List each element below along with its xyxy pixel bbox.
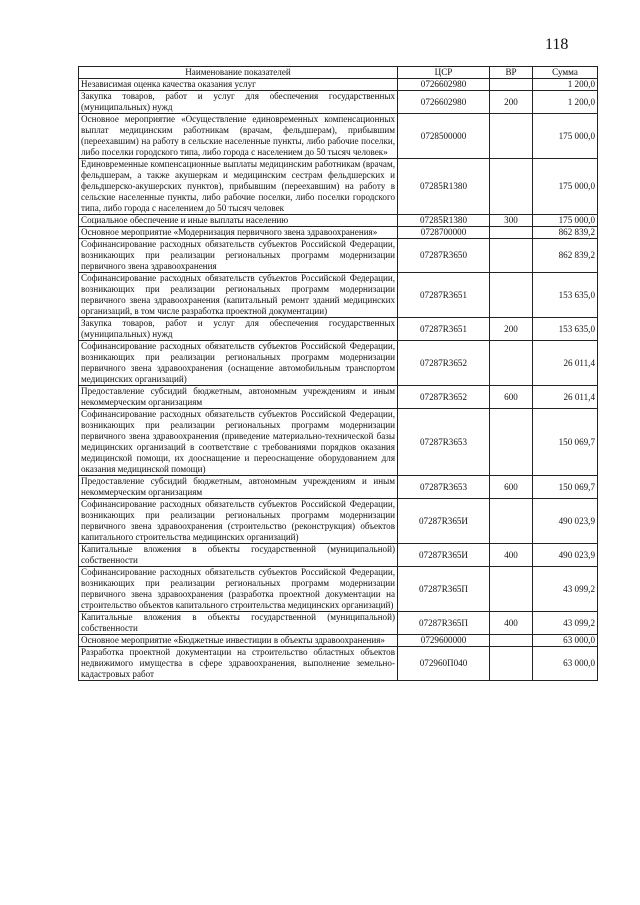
name-cell: Софинансирование расходных обязательств субъектов Российской Федерации, возникающих при реализации региональных программ модернизации первичного звена здравоохранения (строительство (реконструкция) объектов капитального строительства медицинских организаций) <box>79 499 398 544</box>
csr-cell: 0729600000 <box>398 635 490 647</box>
sum-cell: 175 000,0 <box>533 215 598 227</box>
name-cell: Предоставление субсидий бюджетным, автономным учреждениям и иным некоммерческим организациям <box>79 476 398 499</box>
vr-cell: 600 <box>490 386 533 409</box>
vr-cell: 600 <box>490 476 533 499</box>
sum-cell: 153 635,0 <box>533 318 598 341</box>
vr-cell <box>490 635 533 647</box>
header-name: Наименование показателей <box>79 67 398 79</box>
table-row <box>79 544 598 567</box>
sum-cell: 1 200,0 <box>533 91 598 114</box>
csr-cell: 07287R3652 <box>398 341 490 386</box>
budget-table <box>78 66 598 681</box>
table-row <box>79 318 598 341</box>
table-row <box>79 239 598 273</box>
name-cell: Софинансирование расходных обязательств субъектов Российской Федерации, возникающих при реализации региональных программ модернизации первичного звена здравоохранения (оснащение автомобильным транспортом медицинских организаций) <box>79 341 398 386</box>
table-row <box>79 386 598 409</box>
table-row <box>79 91 598 114</box>
sum-cell: 63 000,0 <box>533 647 598 681</box>
csr-cell: 07287R365И <box>398 544 490 567</box>
sum-cell: 175 000,0 <box>533 114 598 159</box>
table-row <box>79 647 598 681</box>
name-cell: Социальное обеспечение и иные выплаты населению <box>79 215 398 227</box>
name-cell: Независимая оценка качества оказания услуг <box>79 79 398 91</box>
sum-cell: 43 099,2 <box>533 567 598 612</box>
name-cell: Закупка товаров, работ и услуг для обеспечения государственных (муниципальных) нужд <box>79 91 398 114</box>
vr-cell <box>490 114 533 159</box>
header-sum: Сумма <box>533 67 598 79</box>
vr-cell: 300 <box>490 215 533 227</box>
table-row <box>79 159 598 215</box>
table-row <box>79 227 598 239</box>
vr-cell: 200 <box>490 91 533 114</box>
vr-cell <box>490 273 533 318</box>
name-cell: Софинансирование расходных обязательств субъектов Российской Федерации, возникающих при реализации региональных программ модернизации первичного звена здравоохранения (капитальный ремонт зданий медицинских организаций, в том числе разработка проектной документации) <box>79 273 398 318</box>
sum-cell: 26 011,4 <box>533 386 598 409</box>
csr-cell: 07287R365П <box>398 567 490 612</box>
vr-cell <box>490 499 533 544</box>
table-row <box>79 499 598 544</box>
name-cell: Основное мероприятие «Осуществление единовременных компенсационных выплат медицинским работникам (врачам, фельдшерам), прибывшим (переехавшим) на работу в сельские населенные пункты, либо рабочие поселки, либо поселки городского типа, либо города с населением до 50 тысяч человек» <box>79 114 398 159</box>
vr-cell <box>490 79 533 91</box>
name-cell: Капитальные вложения в объекты государственной (муниципальной) собственности <box>79 544 398 567</box>
table-row <box>79 409 598 476</box>
vr-cell <box>490 227 533 239</box>
table-row <box>79 79 598 91</box>
csr-cell: 07287R3653 <box>398 476 490 499</box>
csr-cell: 0726602980 <box>398 79 490 91</box>
name-cell: Предоставление субсидий бюджетным, автономным учреждениям и иным некоммерческим организациям <box>79 386 398 409</box>
name-cell: Закупка товаров, работ и услуг для обеспечения государственных (муниципальных) нужд <box>79 318 398 341</box>
csr-cell: 07285R1380 <box>398 215 490 227</box>
header-vr: ВР <box>490 67 533 79</box>
page-number: 118 <box>545 36 569 53</box>
vr-cell: 400 <box>490 544 533 567</box>
table-row <box>79 341 598 386</box>
vr-cell <box>490 159 533 215</box>
sum-cell: 1 200,0 <box>533 79 598 91</box>
csr-cell: 0728700000 <box>398 227 490 239</box>
csr-cell: 07287R3651 <box>398 273 490 318</box>
table-row <box>79 215 598 227</box>
name-cell: Основное мероприятие «Модернизация первичного звена здравоохранения» <box>79 227 398 239</box>
sum-cell: 490 023,9 <box>533 544 598 567</box>
csr-cell: 07287R3652 <box>398 386 490 409</box>
name-cell: Софинансирование расходных обязательств субъектов Российской Федерации, возникающих при реализации региональных программ модернизации первичного звена здравоохранения (приведение материально-технической базы медицинских организаций в соответствие с требованиями порядков оказания медицинской помощи, их дооснащение и переоснащение оборудованием для оказания медицинской помощи) <box>79 409 398 476</box>
table-row <box>79 476 598 499</box>
csr-cell: 07287R3650 <box>398 239 490 273</box>
name-cell: Основное мероприятие «Бюджетные инвестиции в объекты здравоохранения» <box>79 635 398 647</box>
table-row <box>79 273 598 318</box>
sum-cell: 43 099,2 <box>533 612 598 635</box>
sum-cell: 175 000,0 <box>533 159 598 215</box>
vr-cell <box>490 647 533 681</box>
vr-cell <box>490 409 533 476</box>
vr-cell: 400 <box>490 612 533 635</box>
name-cell: Софинансирование расходных обязательств субъектов Российской Федерации, возникающих при реализации региональных программ модернизации первичного звена здравоохранения <box>79 239 398 273</box>
csr-cell: 0726602980 <box>398 91 490 114</box>
table-row <box>79 612 598 635</box>
vr-cell <box>490 239 533 273</box>
sum-cell: 150 069,7 <box>533 409 598 476</box>
sum-cell: 26 011,4 <box>533 341 598 386</box>
vr-cell <box>490 567 533 612</box>
name-cell: Капитальные вложения в объекты государственной (муниципальной) собственности <box>79 612 398 635</box>
csr-cell: 07287R3651 <box>398 318 490 341</box>
csr-cell: 07287R365И <box>398 499 490 544</box>
name-cell: Софинансирование расходных обязательств субъектов Российской Федерации, возникающих при реализации региональных программ модернизации первичного звена здравоохранения (разработка проектной документации на строительство объектов капитального строительства медицинских организаций) <box>79 567 398 612</box>
sum-cell: 150 069,7 <box>533 476 598 499</box>
sum-cell: 153 635,0 <box>533 273 598 318</box>
vr-cell <box>490 341 533 386</box>
sum-cell: 862 839,2 <box>533 227 598 239</box>
csr-cell: 07285R1380 <box>398 159 490 215</box>
name-cell: Разработка проектной документации на строительство областных объектов недвижимого имущества в сфере здравоохранения, выполнение земельно-кадастровых работ <box>79 647 398 681</box>
sum-cell: 490 023,9 <box>533 499 598 544</box>
csr-cell: 07287R365П <box>398 612 490 635</box>
table-header-row <box>79 67 598 79</box>
header-csr: ЦСР <box>398 67 490 79</box>
name-cell: Единовременные компенсационные выплаты медицинским работникам (врачам, фельдшерам, а также акушеркам и медицинским сестрам фельдшерских и фельдшерско-акушерских пунктов), прибывшим (переехавшим) на работу в сельские населенные пункты, либо рабочие поселки, либо поселки городского типа, либо города с населением до 50 тысяч человек <box>79 159 398 215</box>
csr-cell: 0728500000 <box>398 114 490 159</box>
table-row <box>79 567 598 612</box>
sum-cell: 862 839,2 <box>533 239 598 273</box>
table-row <box>79 635 598 647</box>
sum-cell: 63 000,0 <box>533 635 598 647</box>
csr-cell: 072960П040 <box>398 647 490 681</box>
vr-cell: 200 <box>490 318 533 341</box>
csr-cell: 07287R3653 <box>398 409 490 476</box>
table-row <box>79 114 598 159</box>
